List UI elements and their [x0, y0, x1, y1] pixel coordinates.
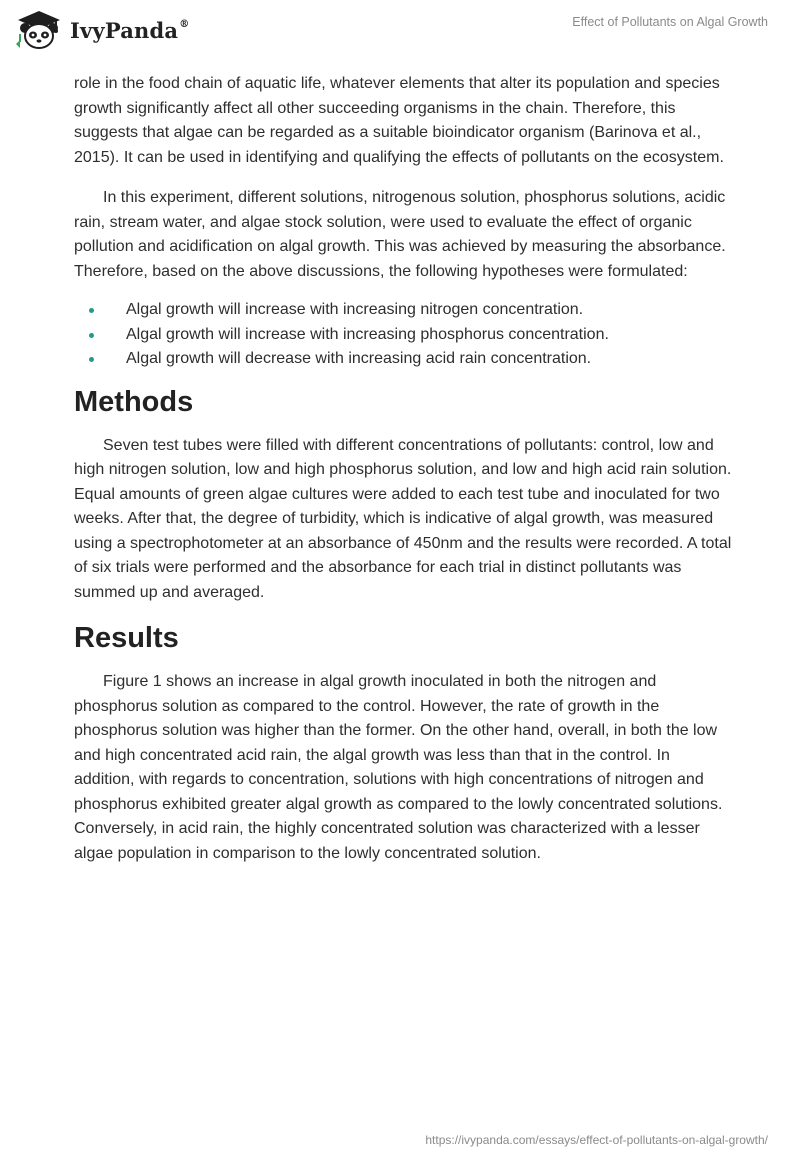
bullet-icon	[89, 357, 94, 362]
methods-heading: Methods	[74, 385, 194, 418]
list-item: Algal growth will increase with increasing nitrogen concentration.	[74, 298, 734, 323]
list-item: Algal growth will increase with increasing phosphorus concentration.	[74, 323, 734, 348]
list-item: Algal growth will decrease with increasing acid rain concentration.	[74, 347, 734, 372]
running-title: Effect of Pollutants on Algal Growth	[572, 15, 768, 29]
methods-paragraph: Seven test tubes were filled with different concentrations of pollutants: control, low and high nitrogen solution, low and high phosphorus solution, and low and high acid rain solution. Equal amounts of green algae cultures were added to each test tube and inoculated for two weeks. After that, the degree of turbidity, which is indicative of algal growth, was measured using a spectrophotometer at an absorbance of 450nm and the results were recorded. A total of six trials were performed and the absorbance for each trial in distinct pollutants was summed up and averaged.	[74, 436, 732, 601]
ivypanda-logo[interactable]	[14, 8, 189, 50]
essay-content	[74, 72, 734, 866]
paragraph-intro-continued: role in the food chain of aquatic life, whatever elements that alter its population and species growth significantly affect all other succeeding organisms in the chain. Therefore, this suggests that algae can be regarded as a suitable bioindicator organism (Barinova et al., 2015). It can be used in identifying and qualifying the effects of pollutants on the ecosystem.	[74, 75, 724, 166]
results-paragraph: Figure 1 shows an increase in algal growth inoculated in both the nitrogen and phosphorus solution as compared to the control. However, the rate of growth in the phosphorus solution was higher than the former. On the other hand, overall, in both the low and high concentrated acid rain, the algal growth was less than that in the control. In addition, with regards to concentration, solutions with high concentrations of nitrogen and phosphorus exhibited greater algal growth as compared to the lowly concentrated solutions. Conversely, in acid rain, the highly concentrated solution was characterized with a lesser algae population in comparison to the lowly concentrated solution.	[74, 673, 723, 862]
panda-graduate-icon	[14, 8, 64, 50]
source-url[interactable]: https://ivypanda.com/essays/effect-of-pollutants-on-algal-growth/	[425, 1133, 768, 1147]
results-heading: Results	[74, 622, 179, 654]
hypotheses-list	[74, 298, 734, 372]
page-header	[0, 0, 800, 62]
bullet-icon	[89, 308, 94, 313]
logo-wordmark: IvyPanda®	[70, 17, 190, 43]
bullet-icon	[89, 333, 94, 338]
paragraph-experiment: In this experiment, different solutions, nitrogenous solution, phosphorus solutions, acidic rain, stream water, and algae stock solution, were used to evaluate the effect of organic pollution and acidification on algal growth. This was achieved by measuring the absorbance. Therefore, based on the above discussions, the following hypotheses were formulated:	[74, 189, 726, 280]
